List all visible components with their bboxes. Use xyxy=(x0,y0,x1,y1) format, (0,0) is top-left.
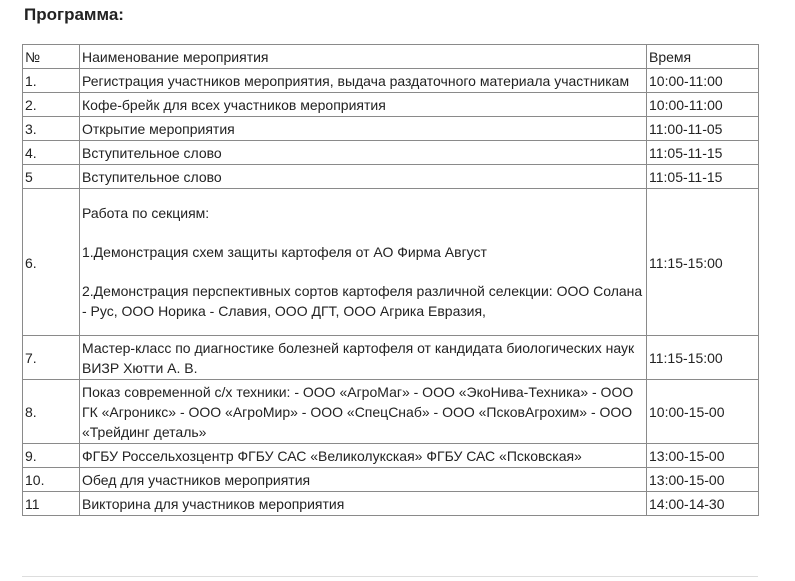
row-number: 2. xyxy=(23,93,80,117)
row-time: 11:15-15:00 xyxy=(647,336,759,380)
row-number: 1. xyxy=(23,69,80,93)
row-event-name: Мастер-класс по диагностике болезней картофеля от кандидата биологических наук ВИЗР Хютти А. В. xyxy=(80,336,647,380)
row-number: 11 xyxy=(23,492,80,516)
row-number: 7. xyxy=(23,336,80,380)
table-row xyxy=(23,336,759,380)
row-time: 10:00-15-00 xyxy=(647,380,759,444)
table-row xyxy=(23,492,759,516)
bottom-divider xyxy=(22,576,758,577)
section-item: 1.Демонстрация схем защиты картофеля от АО Фирма Август xyxy=(82,244,487,260)
header-number: № xyxy=(23,45,80,69)
table-row xyxy=(23,444,759,468)
row-event-name: Вступительное слово xyxy=(80,165,647,189)
row-event-name: Вступительное слово xyxy=(80,141,647,165)
row-number: 3. xyxy=(23,117,80,141)
row-number: 10. xyxy=(23,468,80,492)
row-time: 11:15-15:00 xyxy=(647,189,759,336)
row-event-name: ФГБУ Россельхозцентр ФГБУ САС «Великолукская» ФГБУ САС «Псковская» xyxy=(80,444,647,468)
row-number: 4. xyxy=(23,141,80,165)
row-number: 9. xyxy=(23,444,80,468)
row-time: 11:05-11-15 xyxy=(647,165,759,189)
row-time: 11:05-11-15 xyxy=(647,141,759,165)
page-heading: Программа: xyxy=(24,5,124,24)
row-time: 10:00-11:00 xyxy=(647,69,759,93)
table-row xyxy=(23,141,759,165)
row-event-name: Обед для участников мероприятия xyxy=(80,468,647,492)
row-event-name: Открытие мероприятия xyxy=(80,117,647,141)
row-number: 8. xyxy=(23,380,80,444)
program-table xyxy=(22,44,759,516)
section-item: 2.Демонстрация перспективных сортов картофеля различной селекции: ООО Солана - Рус, ООО Норика - Славия, ООО ДГТ, ООО Агрика Евразия, xyxy=(82,283,643,319)
table-row xyxy=(23,69,759,93)
table-row xyxy=(23,165,759,189)
row-event-name: Викторина для участников мероприятия xyxy=(80,492,647,516)
table-row xyxy=(23,93,759,117)
row-time: 11:00-11-05 xyxy=(647,117,759,141)
header-event-name: Наименование мероприятия xyxy=(80,45,647,69)
header-time: Время xyxy=(647,45,759,69)
row-event-name xyxy=(80,189,647,336)
section-title: Работа по секциям: xyxy=(82,205,210,221)
table-row xyxy=(23,468,759,492)
row-time: 10:00-11:00 xyxy=(647,93,759,117)
row-time: 13:00-15-00 xyxy=(647,444,759,468)
table-row xyxy=(23,189,759,336)
row-number: 5 xyxy=(23,165,80,189)
row-time: 13:00-15-00 xyxy=(647,468,759,492)
row-time: 14:00-14-30 xyxy=(647,492,759,516)
row-event-name: Регистрация участников мероприятия, выдача раздаточного материала участникам xyxy=(80,69,647,93)
row-event-name: Кофе-брейк для всех участников мероприятия xyxy=(80,93,647,117)
table-row xyxy=(23,117,759,141)
table-row xyxy=(23,380,759,444)
row-event-name: Показ современной с/х техники: - ООО «АгроМаг» - ООО «ЭкоНива-Техника» - ООО ГК «Агроникс» - ООО «АгроМир» - ООО «СпецСнаб» - ООО «ПсковАгрохим» - ООО «Трейдинг деталь» xyxy=(80,380,647,444)
row-number: 6. xyxy=(23,189,80,336)
table-header-row xyxy=(23,45,759,69)
